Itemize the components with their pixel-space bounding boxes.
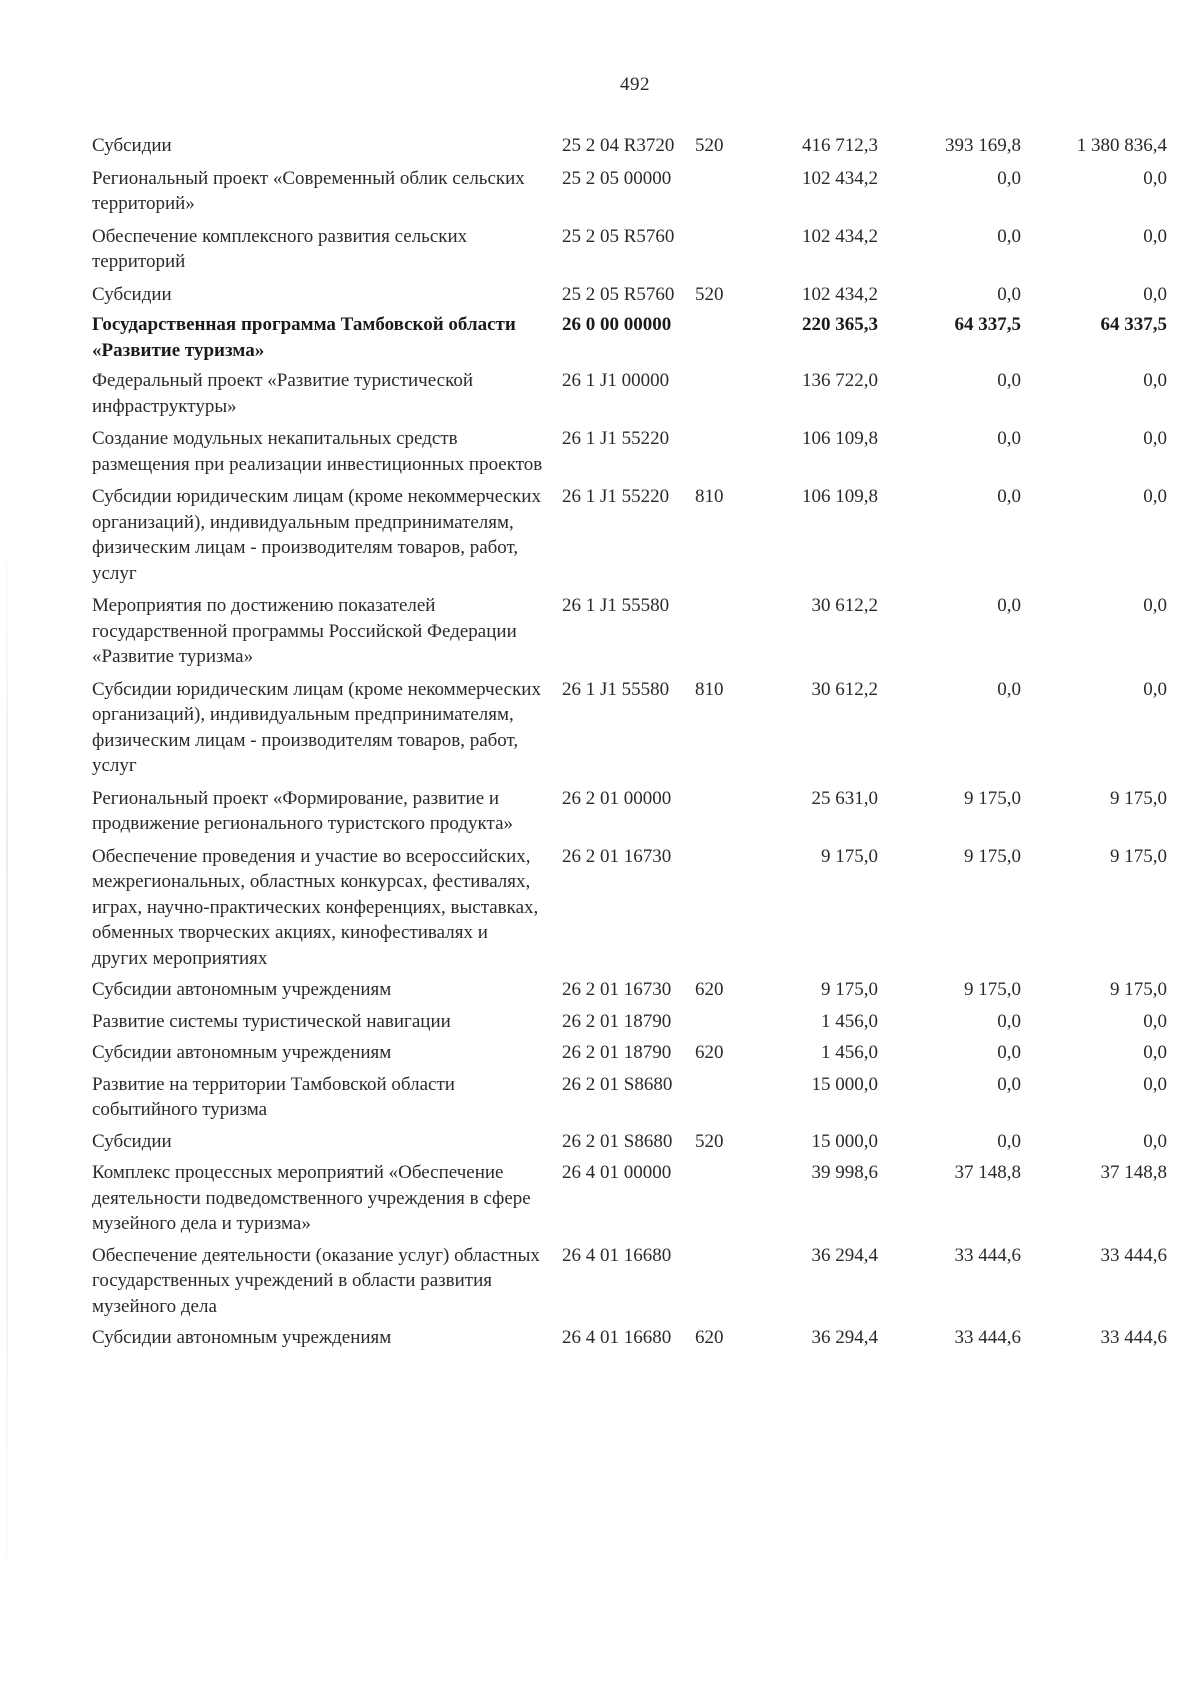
row-code: 26 0 00 00000 [562, 314, 672, 335]
table-row [92, 426, 1167, 477]
row-name: Субсидии автономным учреждениям [92, 1327, 392, 1348]
row-value-year-2: 9 175,0 [964, 979, 1021, 1000]
row-name: Субсидии автономным учреждениям [92, 1042, 392, 1063]
row-value-year-1: 1 456,0 [821, 1010, 878, 1032]
row-name: Региональный проект «Современный облик сельских территорий» [92, 167, 525, 214]
table-row [92, 1129, 1167, 1155]
row-code: 26 2 01 S8680 [562, 1073, 673, 1095]
row-code: 26 4 01 16680 [562, 1327, 672, 1348]
row-value-year-2: 0,0 [997, 1130, 1021, 1152]
table-row [92, 1072, 1167, 1123]
row-value-year-3: 0,0 [1143, 486, 1167, 507]
row-code: 26 1 J1 55220 [562, 428, 670, 449]
row-value-year-3: 0,0 [1143, 1010, 1167, 1032]
row-expense-type: 520 [695, 283, 724, 305]
row-code: 26 2 01 16730 [562, 979, 672, 1000]
row-value-year-2: 0,0 [997, 283, 1021, 305]
row-name: Обеспечение деятельности (оказание услуг) областных государственных учреждений в области развития музейного дела [92, 1244, 540, 1317]
row-name: Создание модульных некапитальных средств размещения при реализации инвестиционных проектов [92, 428, 543, 475]
row-name: Субсидии [92, 135, 172, 156]
table-row [92, 844, 1167, 972]
row-value-year-3: 9 175,0 [1110, 787, 1167, 809]
row-value-year-1: 9 175,0 [821, 845, 878, 867]
row-value-year-2: 0,0 [997, 370, 1021, 391]
row-value-year-2: 0,0 [997, 167, 1021, 189]
row-value-year-1: 36 294,4 [811, 1327, 878, 1348]
row-name: Обеспечение проведения и участие во всероссийских, межрегиональных, областных конкурсах, фестивалях, играх, научно-практических конференциях, выставках, обменных творческих акциях, кинофестивалях и других мероприятиях [92, 845, 539, 969]
page-number: 492 [620, 74, 650, 95]
row-name: Субсидии [92, 283, 172, 305]
row-value-year-1: 220 365,3 [802, 314, 878, 335]
table-row [92, 312, 1167, 363]
row-value-year-2: 33 444,6 [954, 1327, 1021, 1348]
row-code: 26 2 01 18790 [562, 1042, 672, 1063]
row-expense-type: 810 [695, 678, 724, 700]
row-code: 26 4 01 16680 [562, 1244, 672, 1266]
row-value-year-1: 15 000,0 [811, 1073, 878, 1095]
row-value-year-3: 0,0 [1143, 1073, 1167, 1095]
row-value-year-1: 102 434,2 [802, 225, 878, 247]
row-name: Субсидии [92, 1130, 172, 1152]
table-row [92, 677, 1167, 779]
row-name: Федеральный проект «Развитие туристической инфраструктуры» [92, 370, 474, 417]
row-value-year-2: 9 175,0 [964, 845, 1021, 867]
row-value-year-3: 0,0 [1143, 1042, 1167, 1063]
row-value-year-3: 0,0 [1143, 678, 1167, 700]
table-row [92, 977, 1167, 1003]
row-value-year-1: 30 612,2 [811, 595, 878, 616]
row-value-year-2: 0,0 [997, 595, 1021, 616]
table-row [92, 593, 1167, 670]
table-row [92, 133, 1167, 159]
row-name: Государственная программа Тамбовской области «Развитие туризма» [92, 314, 516, 361]
row-value-year-1: 102 434,2 [802, 167, 878, 189]
row-code: 26 1 J1 00000 [562, 370, 670, 391]
row-value-year-3: 9 175,0 [1110, 979, 1167, 1000]
row-value-year-1: 416 712,3 [802, 135, 878, 156]
row-value-year-1: 102 434,2 [802, 283, 878, 305]
budget-table [92, 133, 1167, 1351]
row-value-year-3: 0,0 [1143, 595, 1167, 616]
row-value-year-2: 33 444,6 [954, 1244, 1021, 1266]
row-value-year-1: 39 998,6 [811, 1162, 878, 1183]
row-value-year-3: 1 380 836,4 [1076, 135, 1167, 156]
row-code: 26 1 J1 55580 [562, 678, 670, 700]
row-value-year-3: 0,0 [1143, 283, 1167, 305]
table-row [92, 368, 1167, 419]
row-code: 26 1 J1 55220 [562, 486, 670, 507]
row-value-year-1: 9 175,0 [821, 979, 878, 1000]
row-value-year-1: 106 109,8 [802, 428, 878, 449]
row-value-year-2: 0,0 [997, 678, 1021, 700]
row-code: 25 2 04 R3720 [562, 135, 675, 156]
row-value-year-1: 25 631,0 [811, 787, 878, 809]
row-name: Субсидии юридическим лицам (кроме некоммерческих организаций), индивидуальным предпринимателям, физическим лицам - производителям товаров, работ, услуг [92, 486, 541, 584]
table-row [92, 166, 1167, 217]
row-value-year-3: 33 444,6 [1100, 1244, 1167, 1266]
row-name: Обеспечение комплексного развития сельских территорий [92, 225, 468, 272]
row-value-year-1: 106 109,8 [802, 486, 878, 507]
row-code: 26 4 01 00000 [562, 1162, 672, 1183]
row-value-year-2: 0,0 [997, 1042, 1021, 1063]
row-name: Региональный проект «Формирование, развитие и продвижение регионального туристского продукта» [92, 787, 513, 834]
row-expense-type: 810 [695, 486, 724, 507]
row-value-year-2: 0,0 [997, 486, 1021, 507]
row-value-year-2: 393 169,8 [945, 135, 1021, 156]
table-row [92, 1040, 1167, 1066]
row-code: 25 2 05 R5760 [562, 225, 675, 247]
row-code: 26 2 01 S8680 [562, 1130, 673, 1152]
row-name: Субсидии автономным учреждениям [92, 979, 392, 1000]
row-value-year-3: 0,0 [1143, 370, 1167, 391]
row-value-year-1: 30 612,2 [811, 678, 878, 700]
table-row [92, 1325, 1167, 1351]
table-row [92, 224, 1167, 275]
row-value-year-2: 0,0 [997, 1073, 1021, 1095]
row-name: Мероприятия по достижению показателей государственной программы Российской Федерации «Развитие туризма» [92, 595, 517, 667]
row-value-year-3: 0,0 [1143, 167, 1167, 189]
table-row [92, 1243, 1167, 1320]
row-code: 25 2 05 R5760 [562, 283, 675, 305]
row-expense-type: 620 [695, 979, 724, 1000]
row-value-year-3: 0,0 [1143, 225, 1167, 247]
row-value-year-3: 37 148,8 [1100, 1162, 1167, 1183]
row-value-year-2: 9 175,0 [964, 787, 1021, 809]
table-row [92, 786, 1167, 837]
row-value-year-3: 0,0 [1143, 428, 1167, 449]
row-code: 26 2 01 00000 [562, 787, 672, 809]
row-name: Комплекс процессных мероприятий «Обеспечение деятельности подведомственного учреждения в сфере музейного дела и туризма» [92, 1162, 531, 1234]
row-name: Развитие системы туристической навигации [92, 1010, 451, 1032]
row-code: 25 2 05 00000 [562, 167, 672, 189]
row-expense-type: 620 [695, 1042, 724, 1063]
row-name: Развитие на территории Тамбовской области событийного туризма [92, 1073, 455, 1120]
table-row [92, 1160, 1167, 1237]
row-expense-type: 620 [695, 1327, 724, 1348]
row-code: 26 1 J1 55580 [562, 595, 670, 616]
row-expense-type: 520 [695, 1130, 724, 1152]
table-row [92, 1009, 1167, 1035]
table-row [92, 282, 1167, 308]
row-expense-type: 520 [695, 135, 724, 156]
row-value-year-2: 0,0 [997, 1010, 1021, 1032]
row-name: Субсидии юридическим лицам (кроме некоммерческих организаций), индивидуальным предпринимателям, физическим лицам - производителям товаров, работ, услуг [92, 678, 541, 776]
row-value-year-2: 0,0 [997, 428, 1021, 449]
row-code: 26 2 01 16730 [562, 845, 672, 867]
table-row [92, 484, 1167, 586]
row-code: 26 2 01 18790 [562, 1010, 672, 1032]
row-value-year-1: 136 722,0 [802, 370, 878, 391]
scan-edge-shadow [6, 520, 8, 1620]
row-value-year-2: 0,0 [997, 225, 1021, 247]
row-value-year-1: 15 000,0 [811, 1130, 878, 1152]
row-value-year-2: 37 148,8 [954, 1162, 1021, 1183]
row-value-year-3: 64 337,5 [1100, 314, 1167, 335]
row-value-year-3: 33 444,6 [1100, 1327, 1167, 1348]
row-value-year-1: 36 294,4 [811, 1244, 878, 1266]
row-value-year-3: 0,0 [1143, 1130, 1167, 1152]
row-value-year-3: 9 175,0 [1110, 845, 1167, 867]
row-value-year-1: 1 456,0 [821, 1042, 878, 1063]
row-value-year-2: 64 337,5 [954, 314, 1021, 335]
